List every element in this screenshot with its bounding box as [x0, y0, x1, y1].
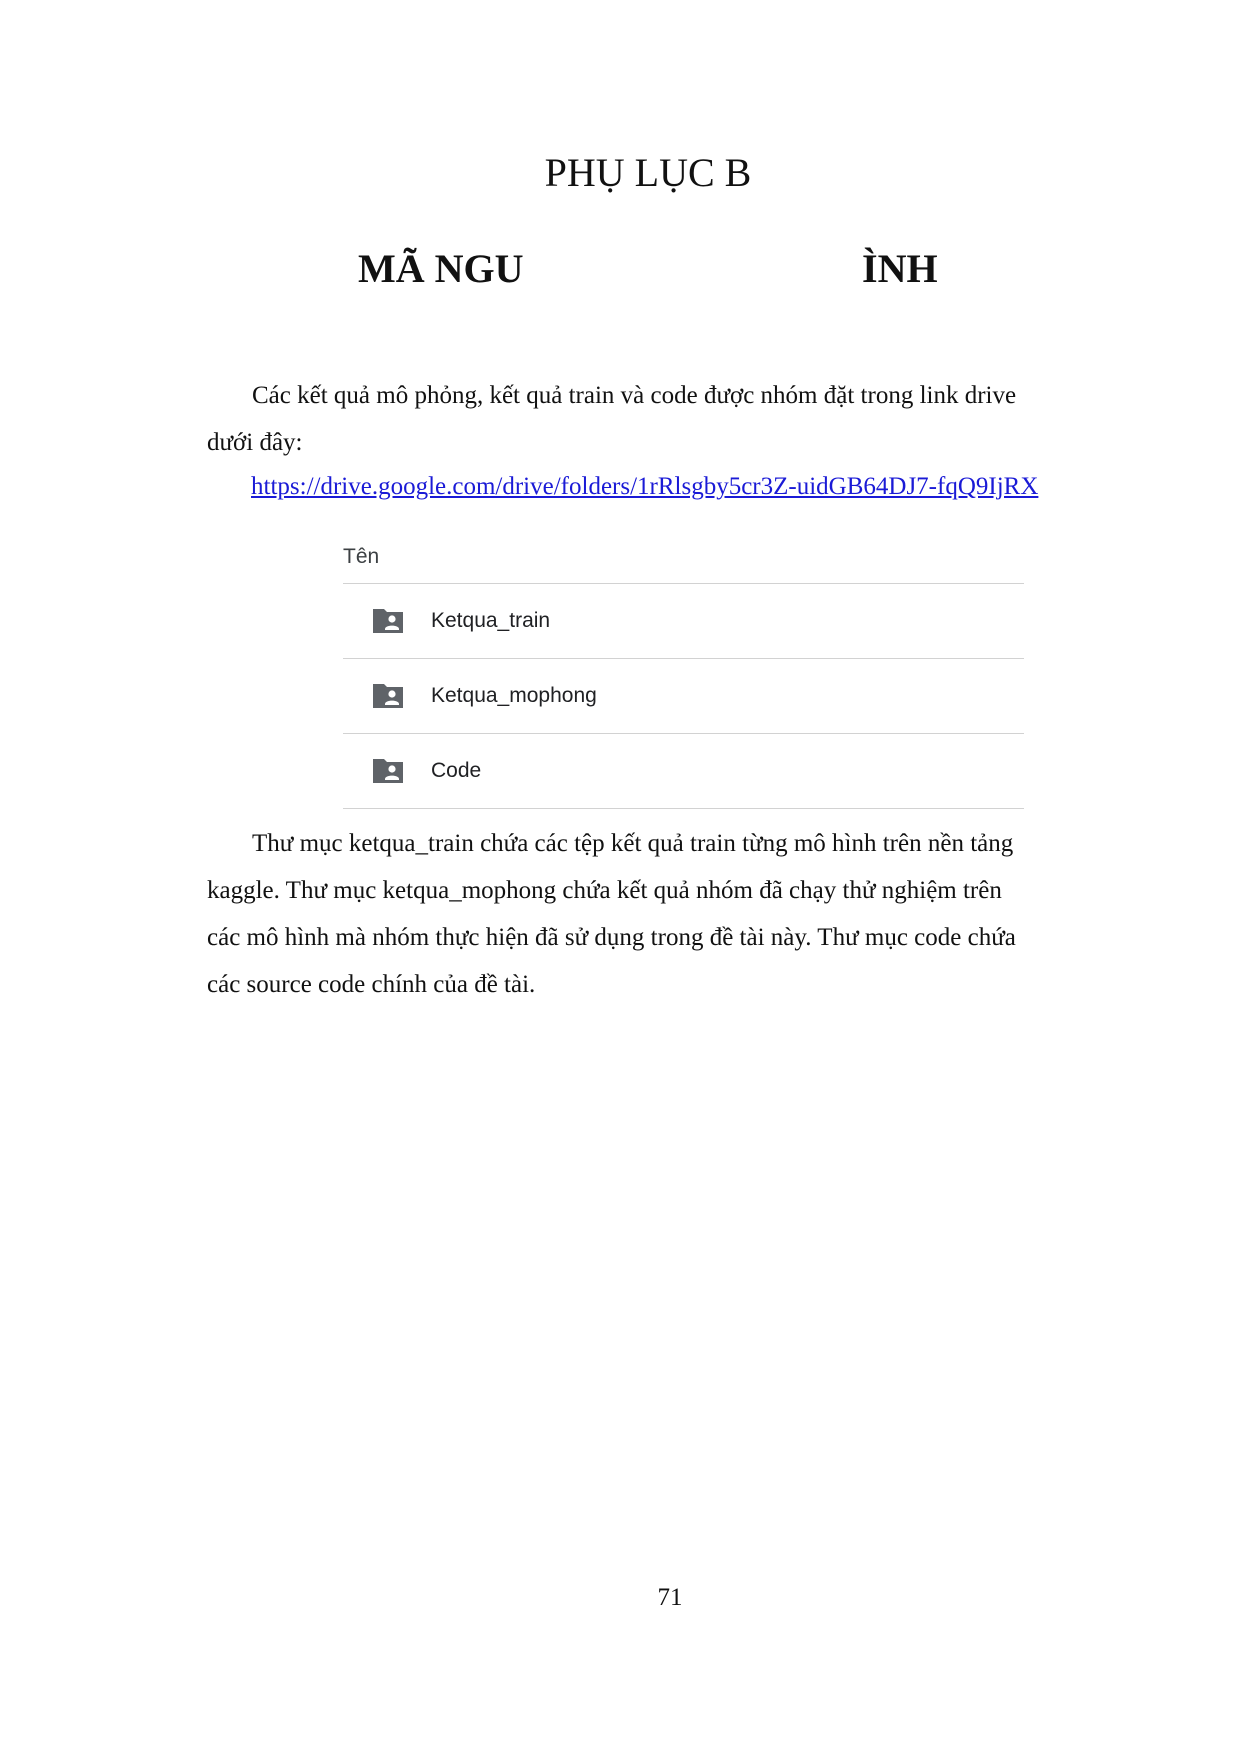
column-header-name[interactable]: Tên	[343, 530, 1024, 584]
page-number: 71	[657, 1584, 683, 1611]
intro-paragraph: Các kết quả mô phỏng, kết quả train và code được nhóm đặt trong link drive dưới đây:	[207, 382, 1017, 456]
drive-folder-list	[343, 530, 1024, 809]
folder-name: Ketqua_mophong	[431, 684, 597, 707]
appendix-title-left: MÃ NGU	[358, 246, 524, 291]
folder-row-ketqua-mophong[interactable]	[343, 659, 1024, 734]
description-paragraph: Thư mục ketqua_train chứa các tệp kết quả train từng mô hình trên nền tảng kaggle. Thư mục ketqua_mophong chứa kết quả nhóm đã chạy thử nghiệm trên các mô hình mà nhóm thực hiện đã sử dụng trong đề tài này. Thư mục code chứa các source code chính của đề tài.	[207, 830, 1016, 998]
appendix-label: PHỤ LỤC B	[544, 150, 752, 195]
folder-row-ketqua-train[interactable]	[343, 584, 1024, 659]
shared-folder-icon	[371, 757, 405, 785]
folder-name: Code	[431, 759, 482, 782]
appendix-title-right: ÌNH	[862, 246, 938, 291]
shared-folder-icon	[371, 607, 405, 635]
drive-folder-link[interactable]: https://drive.google.com/drive/folders/1rRlsgby5cr3Z-uidGB64DJ7-fqQ9IjRX	[251, 473, 1039, 500]
shared-folder-icon	[371, 682, 405, 710]
folder-row-code[interactable]	[343, 734, 1024, 809]
folder-name: Ketqua_train	[431, 609, 551, 632]
